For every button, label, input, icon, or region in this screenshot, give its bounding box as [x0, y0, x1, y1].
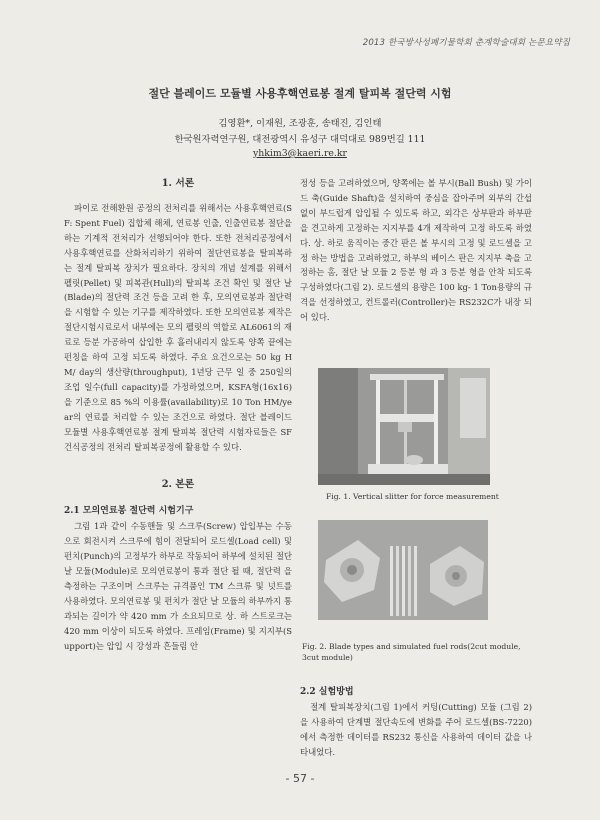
contact-email — [0, 148, 600, 159]
page-number: - 57 - — [285, 772, 315, 785]
email-link[interactable]: yhkim3@kaeri.re.kr — [253, 148, 347, 159]
intro-paragraph: 파이로 전해환원 공정의 전처리를 위해서는 사용후핵연료(SF: Spent Fuel) 집합체 해체, 연료봉 인출, 인출연료봉 절단을 하는 기계적 전처리가 선행되어야 한다. 또한 전처리공정에서 사용후핵연료를 산화처리하기 위하여 절단연료봉을 탈피복하는 절계 탈피복 장치가 필요하다. 장치의 개념 설계를 위해서 펠릿(Pellet) 및 피복관(Hull)의 탈피복 조건 확인 및 절단 날(Blade)의 절단력 조건 등을 고려 한 후, 모의연료봉과 절단력을 시험할 수 있는 기구를 제작하였다. 또한 모의연료봉 제작은 절단시험시료로서 내부에는 모의 펠릿의 역할로 AL6061의 재료로 등분 가공하여 삽입한 후 흘러내리지 않도록 양쪽 끝에는 펀칭을 하여 고정 되도록 하였다. 주요 요건으로는 50 kg HM/ day의 생산량(throughput), 1년당 근무 일 중 250일의 조업 일수(full capacity)를 가정하였으며, KSFA형(16x16)을 기준으로 85 %의 이용률(availability)로 10 Ton HM/year의 연료를 처리할 수 있는 조건으로 하였다. 절단 블레이드 모듈별 사용후핵연료봉 절계 탈피복 절단력 시험자료들은 SF 건식공정의 전처리 탈피복공정에 활용할 수 있다. — [64, 203, 292, 452]
intro-heading: 1. 서론 — [161, 178, 195, 189]
subsection-2-block — [300, 684, 532, 760]
affiliation: 한국원자력연구원, 대전광역시 유성구 대덕대로 989번길 111 — [174, 134, 426, 145]
subsection-2-paragraph: 절계 탈피복장치(그림 1)에서 커팅(Cutting) 모듈 (그림 2)을 사용하여 단계별 절단속도에 변화를 주어 로드셀(BS-7220)에서 측정한 데이터를 RS232 통신을 사용하여 데이터 값을 나타내었다. — [300, 702, 532, 757]
blade-modules-illustration — [318, 520, 488, 620]
running-header: 2013 한국방사성폐기물학회 춘계학술대회 논문요약집 — [362, 38, 570, 48]
figure-2-caption: Fig. 2. Blade types and simulated fuel rods(2cut module, 3cut module) — [302, 642, 521, 662]
figure-1-caption: Fig. 1. Vertical slitter for force measurement — [326, 492, 499, 501]
subsection-1-heading: 2.1 모의연료봉 절단력 시험기구 — [64, 506, 194, 517]
figure-2-photo — [318, 520, 488, 620]
body-heading: 2. 본론 — [161, 479, 195, 491]
vertical-slitter-illustration — [318, 368, 490, 485]
right-column-paragraph: 정성 등을 고려하였으며, 양쪽에는 볼 부시(Ball Bush) 및 가이드 축(Guide Shaft)을 설치하여 중심을 잡아주며 외부의 간섭 없이 부드럽게 압입될 수 있도록 하고, 외각은 상부판과 하부판을 견고하게 고정하는 지지부를 4개 제작하여 고정 하도록 하였다. 상. 하로 움직이는 중간 판은 볼 부시의 고정 및 로드셀을 고정 하는 방법을 고려하였고, 하부의 베이스 판은 지지부 축을 고정하는 홈, 절단 날 모듈 2 등분 형 과 3 등분 형을 안착 되도록 구성하였다(그림 2). 로드셀의 용량은 100 kg- 1 Ton용량의 규격을 선정하였고, 컨트롤러(Controller)는 RS232C가 내장 되어 있다. — [300, 178, 532, 323]
subsection-2-heading: 2.2 실험방법 — [300, 687, 354, 697]
figure-1-photo — [318, 368, 490, 485]
author-list: 김영환*, 이재원, 조광훈, 송태진, 김인태 — [218, 118, 382, 129]
left-column — [64, 175, 292, 654]
paper-title: 절단 블레이드 모듈별 사용후핵연료봉 절계 탈피복 절단력 시험 — [148, 87, 452, 100]
subsection-1-paragraph: 그림 1과 같이 수동핸들 및 스크루(Screw) 압입부는 수동으로 회전시켜 스크루에 힘이 전달되어 로드셀(Load cell) 및 펀치(Punch)의 고정부가 하부로 작동되어 하부에 설치된 절단 날 모듈(Module)로 모의연료봉이 통과 절단 될 때, 절단력 을 측정하는 구조이며 스크루는 규격품인 TM 스크류 및 넛트를 사용하였다. 모의연료봉 및 펀치가 절단 날 모듈의 하부까지 통과되는 길이가 약 420 mm 가 소요되므로 상. 하 스트로크는 420 mm 이상이 되도록 하였다. 프레임(Frame) 및 지지부(Support)는 압입 시 강성과 흔들림 안 — [64, 521, 292, 651]
right-column — [300, 176, 532, 325]
